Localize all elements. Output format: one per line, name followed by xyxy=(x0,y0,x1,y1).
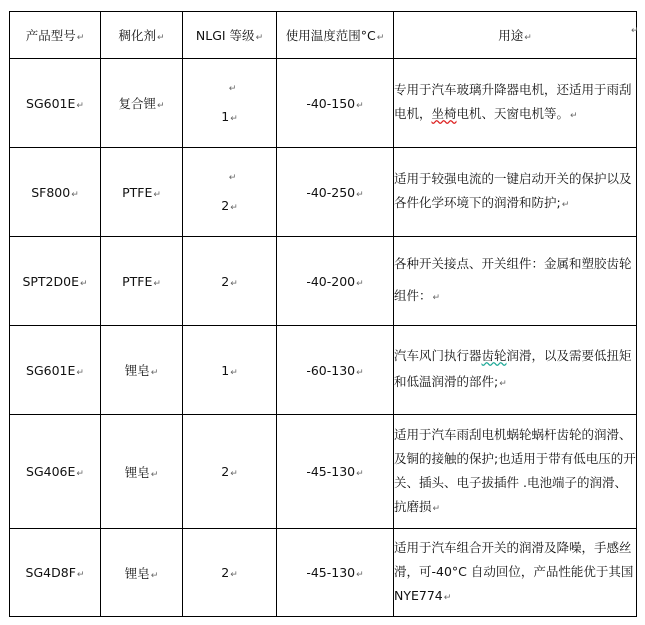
cell-usage: 适用于较强电流的一键启动开关的保护以及各件化学环境下的润滑和防护;↵ xyxy=(394,148,637,237)
header-temp: 使用温度范围°C↵ xyxy=(277,12,394,59)
table-row xyxy=(10,148,637,237)
cell-model: SF800↵ xyxy=(10,148,101,237)
header-thickener: 稠化剂↵ xyxy=(101,12,183,59)
table-row xyxy=(10,326,637,415)
cell-thickener: PTFE↵ xyxy=(101,237,183,326)
table-row xyxy=(10,59,637,148)
cell-usage: 汽车风门执行器齿轮润滑，以及需要低扭矩和低温润滑的部件;↵ xyxy=(394,326,637,415)
cell-usage: 专用于汽车玻璃升降器电机，还适用于雨刮电机，坐椅电机、天窗电机等。↵ xyxy=(394,59,637,148)
cell-nlgi: 2↵ xyxy=(183,529,277,617)
cell-usage: 适用于汽车雨刮电机蜗轮蜗杆齿轮的润滑、及铜的接触的保护;也适用于带有低电压的开关、插头、电子拔插件 .电池端子的润滑、抗磨损↵ xyxy=(394,415,637,529)
cell-nlgi: 2↵ xyxy=(183,415,277,529)
header-nlgi: NLGI 等级↵ xyxy=(183,12,277,59)
cell-usage: 适用于汽车组合开关的润滑及降噪，手感丝滑，可-40°C 自动回位，产品性能优于其国 NYE774↵ xyxy=(394,529,637,617)
header-row xyxy=(10,12,637,59)
cell-thickener: 锂皂↵ xyxy=(101,415,183,529)
cell-model: SG601E↵ xyxy=(10,326,101,415)
table-row xyxy=(10,415,637,529)
table-row xyxy=(10,529,637,617)
cell-model: SG601E↵ xyxy=(10,59,101,148)
cell-model: SPT2D0E↵ xyxy=(10,237,101,326)
cell-thickener: 复合锂↵ xyxy=(101,59,183,148)
cell-model: SG4D8F↵ xyxy=(10,529,101,617)
cell-temp: -40-250↵ xyxy=(277,148,394,237)
cell-nlgi: ↵ 1↵ xyxy=(183,59,277,148)
lubricant-spec-table xyxy=(9,11,637,617)
cell-thickener: 锂皂↵ xyxy=(101,326,183,415)
cell-nlgi: ↵ 2↵ xyxy=(183,148,277,237)
cell-thickener: PTFE↵ xyxy=(101,148,183,237)
table-row xyxy=(10,237,637,326)
cell-temp: -45-130↵ xyxy=(277,529,394,617)
cell-nlgi: 1↵ xyxy=(183,326,277,415)
cell-model: SG406E↵ xyxy=(10,415,101,529)
cell-thickener: 锂皂↵ xyxy=(101,529,183,617)
cell-temp: -45-130↵ xyxy=(277,415,394,529)
cell-temp: -40-200↵ xyxy=(277,237,394,326)
cell-temp: -60-130↵ xyxy=(277,326,394,415)
header-usage: 用途↵ xyxy=(394,12,637,59)
cell-usage: 各种开关接点、开关组件：金属和塑胶齿轮组件：↵ xyxy=(394,237,637,326)
cell-nlgi: 2↵ xyxy=(183,237,277,326)
header-model: 产品型号↵ xyxy=(10,12,101,59)
cell-temp: -40-150↵ xyxy=(277,59,394,148)
row-end-mark: ↵ xyxy=(631,26,639,36)
